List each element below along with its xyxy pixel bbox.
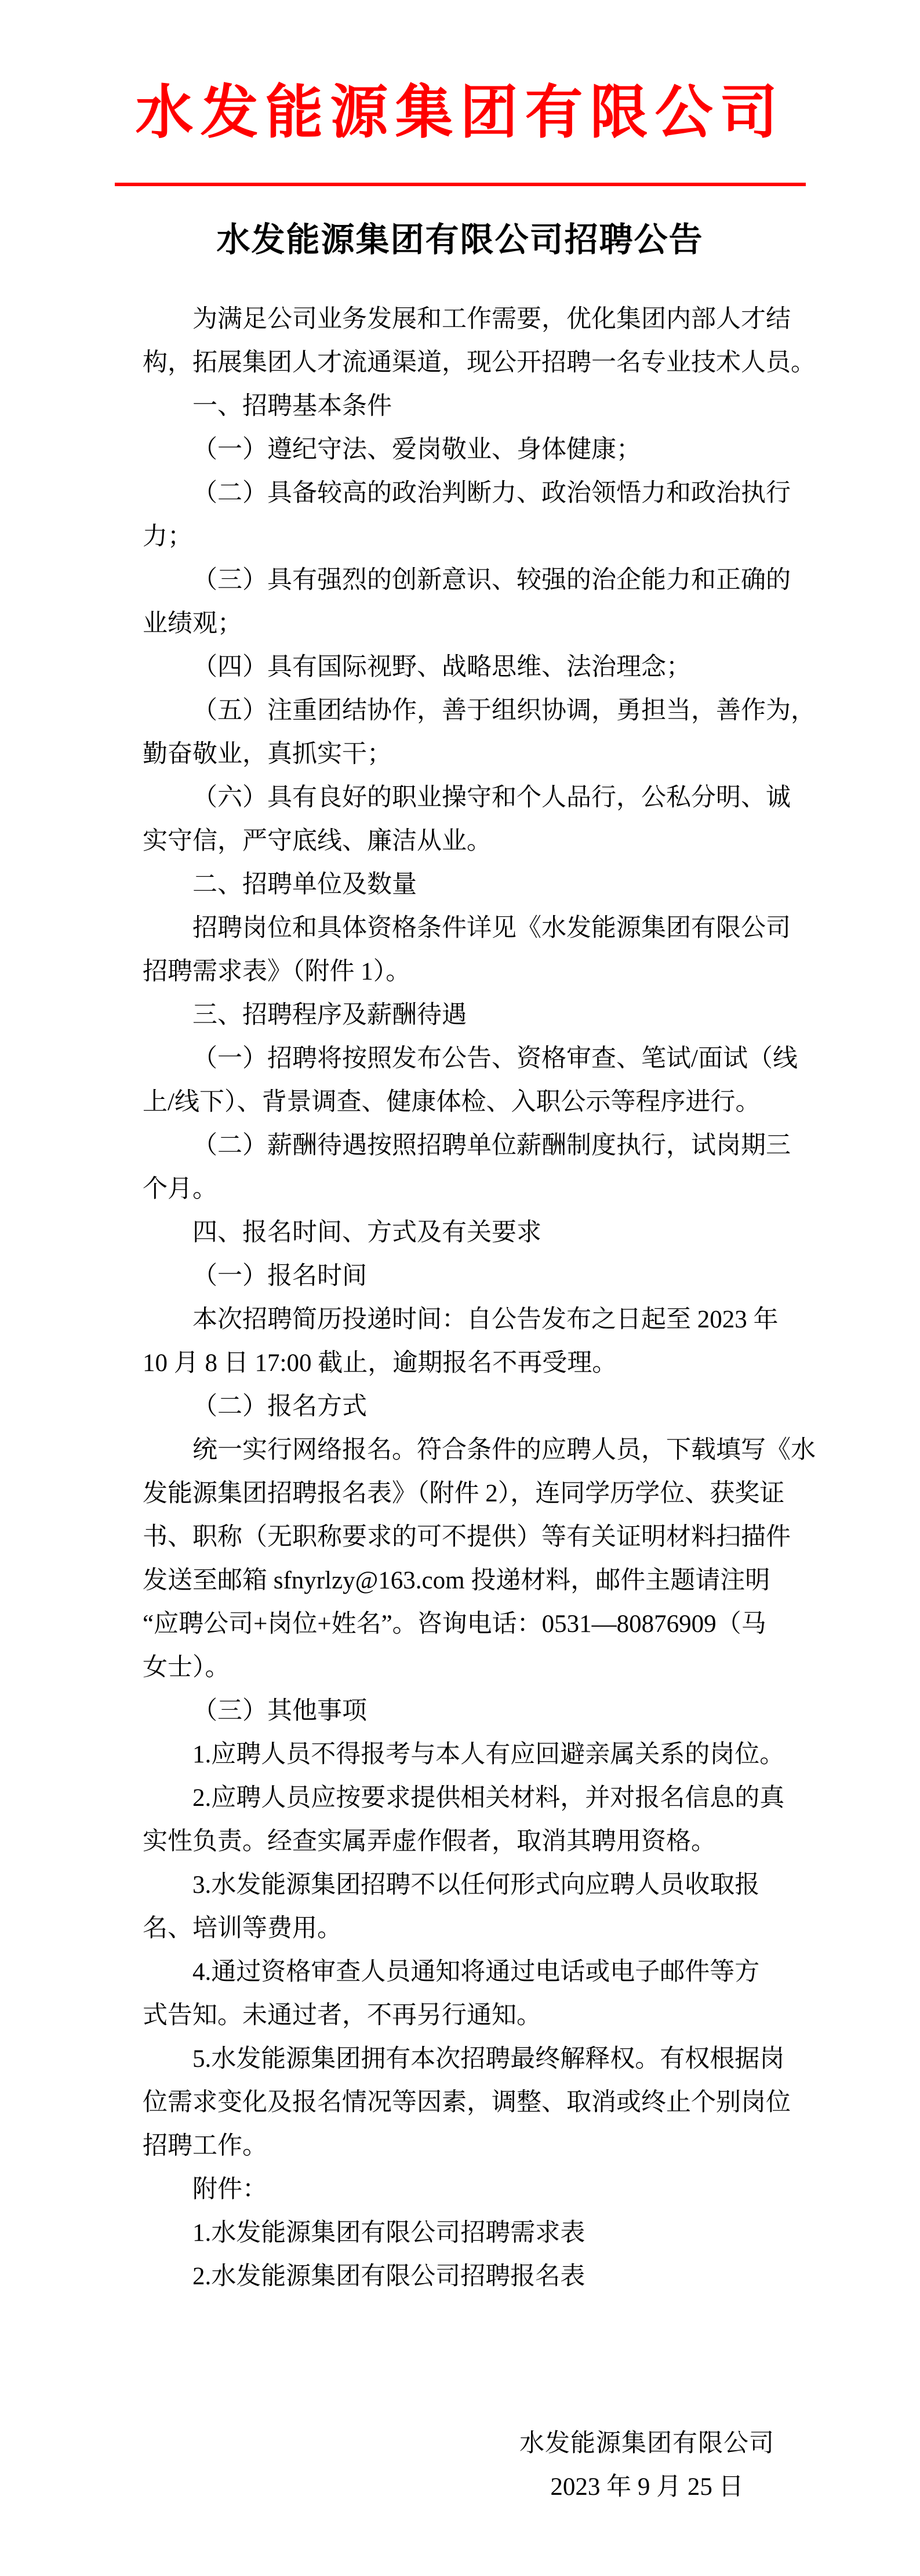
body-line: 名、培训等费用。 (143, 1914, 342, 1942)
body-line: （一）招聘将按照发布公告、资格审查、笔试/面试（线 (192, 1044, 798, 1072)
body-line: 构，拓展集团人才流通渠道，现公开招聘一名专业技术人员。 (143, 349, 816, 376)
body-line: 位需求变化及报名情况等因素，调整、取消或终止个别岗位 (143, 2088, 791, 2116)
signature-inner (519, 2422, 774, 2509)
body-line: 为满足公司业务发展和工作需要，优化集团内部人才结 (192, 305, 791, 333)
body-line: 上/线下）、背景调查、健康体检、入职公示等程序进行。 (143, 1088, 761, 1116)
body-line: （四）具有国际视野、战略思维、法治理念； (192, 653, 691, 681)
letterhead-company-title: 水发能源集团有限公司 (135, 81, 785, 145)
body-line: （六）具有良好的职业操守和个人品行，公私分明、诚 (192, 783, 791, 811)
body-line: （一）遵纪守法、爱岗敬业、身体健康； (192, 436, 641, 463)
body-line: 一、招聘基本条件 (192, 392, 392, 420)
body-line: 附件： (192, 2175, 267, 2203)
body-line: 招聘工作。 (143, 2132, 267, 2160)
body-line: （五）注重团结协作，善于组织协调，勇担当，善作为， (192, 696, 816, 724)
announcement-body (143, 297, 816, 2298)
body-line: 3.水发能源集团招聘不以任何形式向应聘人员收取报 (192, 1871, 760, 1899)
body-line: 1.水发能源集团有限公司招聘需求表 (192, 2219, 586, 2247)
body-line: 式告知。未通过者，不再另行通知。 (143, 2001, 541, 2029)
body-line: 发送至邮箱 sfnyrlzy@163.com 投递材料，邮件主题请注明 (143, 1566, 770, 1594)
body-line: 业绩观； (143, 609, 242, 637)
body-line: 勤奋敬业，真抓实干； (143, 740, 392, 768)
body-line: 1.应聘人员不得报考与本人有应回避亲属关系的岗位。 (192, 1740, 785, 1768)
signature-company: 水发能源集团有限公司 (519, 2429, 774, 2457)
body-line: 本次招聘简历投递时间：自公告发布之日起至 2023 年 (192, 1305, 779, 1333)
body-line: 书、职称（无职称要求的可不提供）等有关证明材料扫描件 (143, 1523, 791, 1551)
body-line: 5.水发能源集团拥有本次招聘最终解释权。有权根据岗 (192, 2045, 785, 2073)
signature-block (143, 2422, 791, 2509)
body-line: 2.水发能源集团有限公司招聘报名表 (192, 2262, 586, 2290)
announcement-title: 水发能源集团有限公司招聘公告 (216, 221, 704, 259)
body-line: 实性负责。经查实属弄虚作假者，取消其聘用资格。 (143, 1827, 716, 1855)
body-line: （二）报名方式 (192, 1392, 367, 1420)
body-line: （二）薪酬待遇按照招聘单位薪酬制度执行，试岗期三 (192, 1131, 791, 1159)
body-line: （二）具备较高的政治判断力、政治领悟力和政治执行 (192, 479, 791, 507)
letterhead-divider-line (115, 183, 806, 186)
body-line: 10 月 8 日 17:00 截止，逾期报名不再受理。 (143, 1349, 617, 1377)
body-line: （三）其他事项 (192, 1697, 367, 1725)
body-line: 女士）。 (143, 1653, 230, 1681)
body-line: 发能源集团招聘报名表》（附件 2），连同学历学位、获奖证 (143, 1479, 785, 1507)
body-line: 四、报名时间、方式及有关要求 (192, 1218, 541, 1246)
body-line: 统一实行网络报名。符合条件的应聘人员，下载填写《水 (192, 1436, 816, 1464)
body-line: 二、招聘单位及数量 (192, 870, 417, 898)
body-line: （三）具有强烈的创新意识、较强的治企能力和正确的 (192, 566, 791, 594)
body-line: 2.应聘人员应按要求提供相关材料，并对报名信息的真 (192, 1784, 785, 1812)
body-line: 力； (143, 523, 192, 550)
body-line: 实守信，严守底线、廉洁从业。 (143, 827, 492, 855)
body-line: （一）报名时间 (192, 1262, 367, 1290)
body-line: “应聘公司+岗位+姓名”。咨询电话：0531—80876909（马 (143, 1610, 766, 1638)
body-line: 个月。 (143, 1175, 217, 1203)
body-line: 招聘岗位和具体资格条件详见《水发能源集团有限公司 (192, 914, 791, 942)
body-line: 三、招聘程序及薪酬待遇 (192, 1001, 467, 1029)
body-line: 招聘需求表》（附件 1）。 (143, 957, 411, 985)
body-line: 4.通过资格审查人员通知将通过电话或电子邮件等方 (192, 1958, 760, 1986)
signature-date: 2023 年 9 月 25 日 (550, 2473, 744, 2501)
